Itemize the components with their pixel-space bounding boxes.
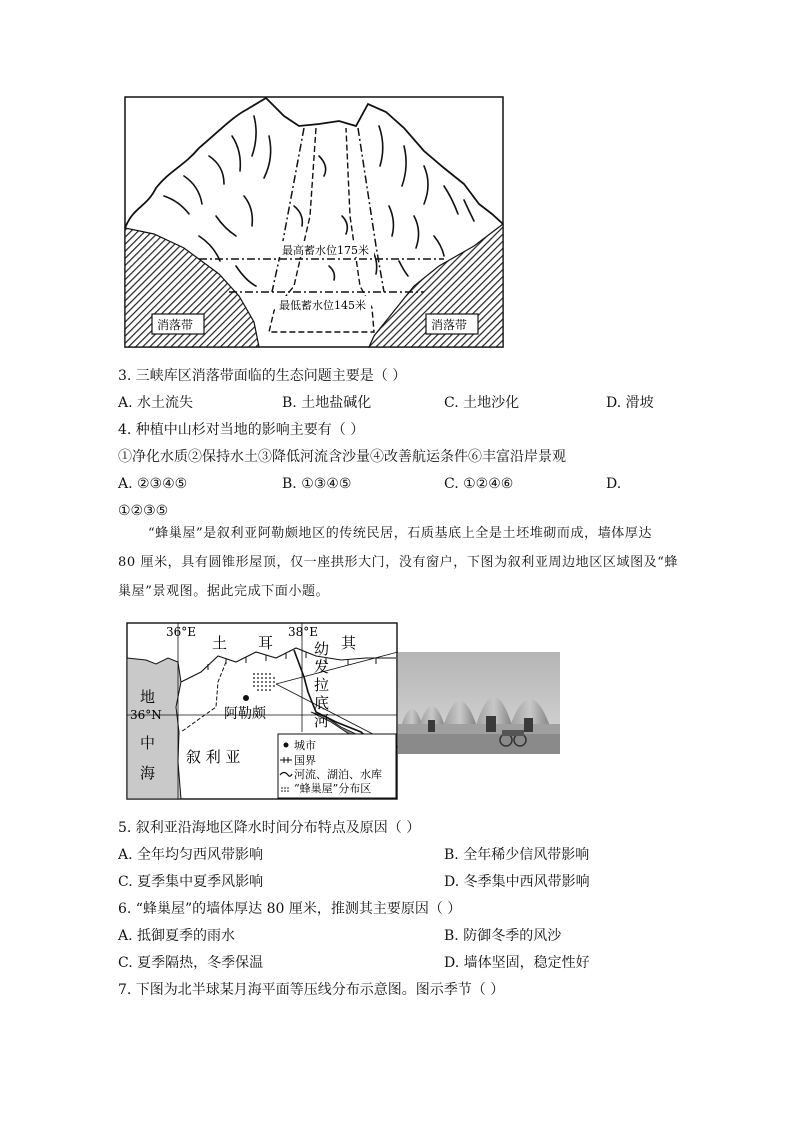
label-river-4: 底	[314, 694, 330, 712]
label-river-2: 发	[314, 658, 330, 676]
q5-option-b: B. 全年稀少信风带影响	[444, 847, 590, 863]
label-lon-38: 38°E	[288, 625, 319, 639]
reservoir-figure	[124, 96, 504, 348]
label-high-water: 最高蓄水位175米	[282, 244, 369, 257]
q4-option-d: D.	[606, 476, 622, 492]
q7-stem: 7. 下图为北半球某月海平面等压线分布示意图。图示季节（ ）	[118, 982, 505, 998]
legend-border: 国界	[294, 754, 316, 767]
label-sea-1: 地	[140, 688, 156, 706]
label-river-5: 河	[314, 712, 330, 730]
label-low-water: 最低蓄水位145米	[279, 299, 366, 312]
q4-option-d-content: ①②③⑤	[118, 503, 169, 519]
legend-water: 河流、湖泊、水库	[294, 768, 382, 781]
label-sea-3: 海	[140, 764, 156, 782]
q4-option-a: A. ②③④⑤	[118, 476, 188, 492]
legend-city: 城市	[294, 739, 316, 752]
label-city-aleppo: 阿勒颇	[224, 706, 266, 722]
q6-option-a: A. 抵御夏季的雨水	[118, 928, 236, 944]
label-lat-36: 36°N	[130, 708, 162, 722]
q3-stem: 3. 三峡库区消落带面临的生态问题主要是（ ）	[118, 368, 407, 384]
q4-stem: 4. 种植中山杉对当地的影响主要有（ ）	[118, 422, 365, 438]
q3-option-b: B. 土地盐碱化	[282, 395, 372, 411]
label-er: 耳	[258, 634, 274, 652]
label-river-3: 拉	[314, 676, 330, 694]
beehive-house-photo	[398, 652, 560, 754]
q6-option-b: B. 防御冬季的风沙	[444, 928, 562, 944]
q3-option-a: A. 水土流失	[118, 395, 194, 411]
syria-map	[126, 622, 398, 800]
q5-option-c: C. 夏季集中夏季风影响	[118, 874, 264, 890]
label-tu: 土	[212, 634, 228, 652]
q4-option-b: B. ①③④⑤	[282, 476, 352, 492]
q3-option-c: C. 土地沙化	[444, 395, 520, 411]
label-country-syria: 叙 利 亚	[186, 748, 241, 766]
label-drawdown-left: 消落带	[157, 318, 194, 332]
q5-option-d: D. 冬季集中西风带影响	[444, 874, 590, 890]
legend-honeycomb-area: “蜂巢屋”分布区	[294, 782, 372, 795]
label-lon-36: 36°E	[166, 625, 197, 639]
q6-stem: 6. “蜂巢屋”的墙体厚达 80 厘米，推测其主要原因（ ）	[118, 901, 462, 917]
q5-option-a: A. 全年均匀西风带影响	[118, 847, 264, 863]
label-drawdown-right: 消落带	[431, 318, 468, 332]
q3-option-d: D. 滑坡	[606, 395, 654, 411]
passage-line-3: 巢屋”景观图。据此完成下面小题。	[118, 584, 330, 599]
q6-option-d: D. 墙体坚固，稳定性好	[444, 955, 590, 971]
passage-line-1: “蜂巢屋”是叙利亚阿勒颇地区的传统民居，石质基底上全是土坯堆砌而成，墙体厚达	[148, 526, 653, 541]
label-river-1: 幼	[314, 640, 330, 658]
label-qi: 其	[341, 634, 357, 652]
q4-option-c: C. ①②④⑥	[444, 476, 514, 492]
q5-stem: 5. 叙利亚沿海地区降水时间分布特点及原因（ ）	[118, 820, 421, 836]
q6-option-c: C. 夏季隔热，冬季保温	[118, 955, 264, 971]
q4-items: ①净化水质②保持水土③降低河流含沙量④改善航运条件⑥丰富沿岸景观	[118, 449, 566, 465]
passage-line-2: 80 厘米，具有圆锥形屋顶，仅一座拱形大门，没有窗户，下图为叙利亚周边地区区域图及“蜂	[118, 555, 679, 570]
label-sea-2: 中	[140, 734, 156, 752]
